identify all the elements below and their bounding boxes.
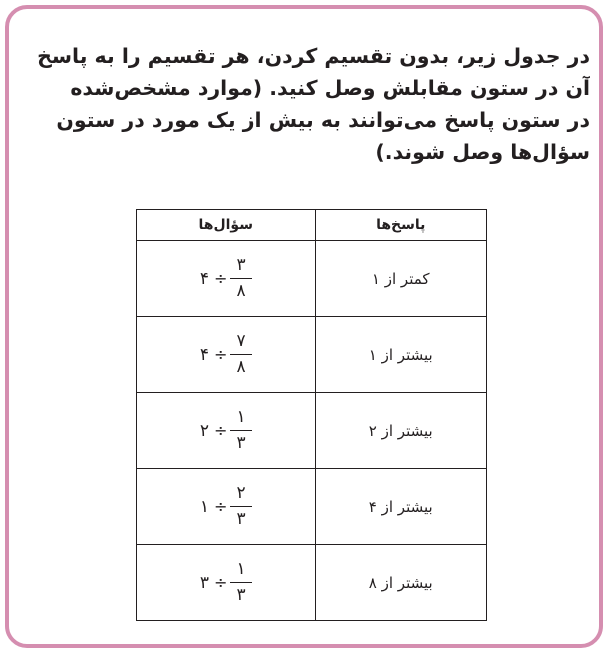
- table-row: [137, 317, 487, 393]
- fraction: [230, 485, 251, 528]
- numerator: ۷: [230, 333, 251, 355]
- divide-sign: ÷: [214, 573, 228, 592]
- instruction-line: سؤال‌ها وصل شوند.): [375, 140, 590, 164]
- fraction: [230, 561, 251, 604]
- answer-cell: بیشتر از ۲: [315, 393, 487, 469]
- divide-sign: ÷: [214, 421, 228, 440]
- answer-cell: بیشتر از ۴: [315, 469, 487, 545]
- division-expression: [200, 485, 252, 528]
- divide-sign: ÷: [214, 269, 228, 288]
- table-row: [137, 241, 487, 317]
- questions-header: سؤال‌ها: [137, 210, 316, 241]
- question-cell: [137, 545, 316, 621]
- dividend: ۳: [199, 572, 210, 593]
- answers-header: پاسخ‌ها: [315, 210, 487, 241]
- question-cell: [137, 469, 316, 545]
- denominator: ۳: [236, 509, 246, 529]
- division-expression: [200, 333, 252, 376]
- divide-sign: ÷: [214, 497, 228, 516]
- answer-cell: بیشتر از ۸: [315, 545, 487, 621]
- denominator: ۸: [236, 281, 246, 301]
- fraction: [230, 333, 251, 376]
- divide-sign: ÷: [214, 345, 228, 364]
- numerator: ۲: [230, 485, 251, 507]
- table-row: [137, 545, 487, 621]
- numerator: ۳: [230, 257, 251, 279]
- answer-cell: کمتر از ۱: [315, 241, 487, 317]
- question-cell: [137, 317, 316, 393]
- numerator: ۱: [230, 561, 251, 583]
- instruction-line: در ستون پاسخ می‌توانند به بیش از یک مورد در ستون: [56, 108, 590, 132]
- dividend: ۴: [199, 344, 210, 365]
- division-expression: [200, 409, 252, 452]
- question-cell: [137, 241, 316, 317]
- answer-cell: بیشتر از ۱: [315, 317, 487, 393]
- matching-table: [136, 209, 487, 621]
- dividend: ۴: [199, 268, 210, 289]
- division-expression: [200, 561, 252, 604]
- table-row: [137, 393, 487, 469]
- instructions: [24, 40, 590, 168]
- table-row: [137, 469, 487, 545]
- fraction: [230, 409, 251, 452]
- table-header-row: [137, 210, 487, 241]
- denominator: ۳: [236, 433, 246, 453]
- numerator: ۱: [230, 409, 251, 431]
- instruction-line: آن در ستون مقابلش وصل کنید. (موارد مشخص‌شده: [70, 76, 590, 100]
- denominator: ۸: [236, 357, 246, 377]
- dividend: ۲: [199, 420, 210, 441]
- instruction-line: در جدول زیر، بدون تقسیم کردن، هر تقسیم را به پاسخ: [37, 44, 590, 68]
- fraction: [230, 257, 251, 300]
- dividend: ۱: [199, 496, 210, 517]
- question-cell: [137, 393, 316, 469]
- denominator: ۳: [236, 585, 246, 605]
- division-expression: [200, 257, 252, 300]
